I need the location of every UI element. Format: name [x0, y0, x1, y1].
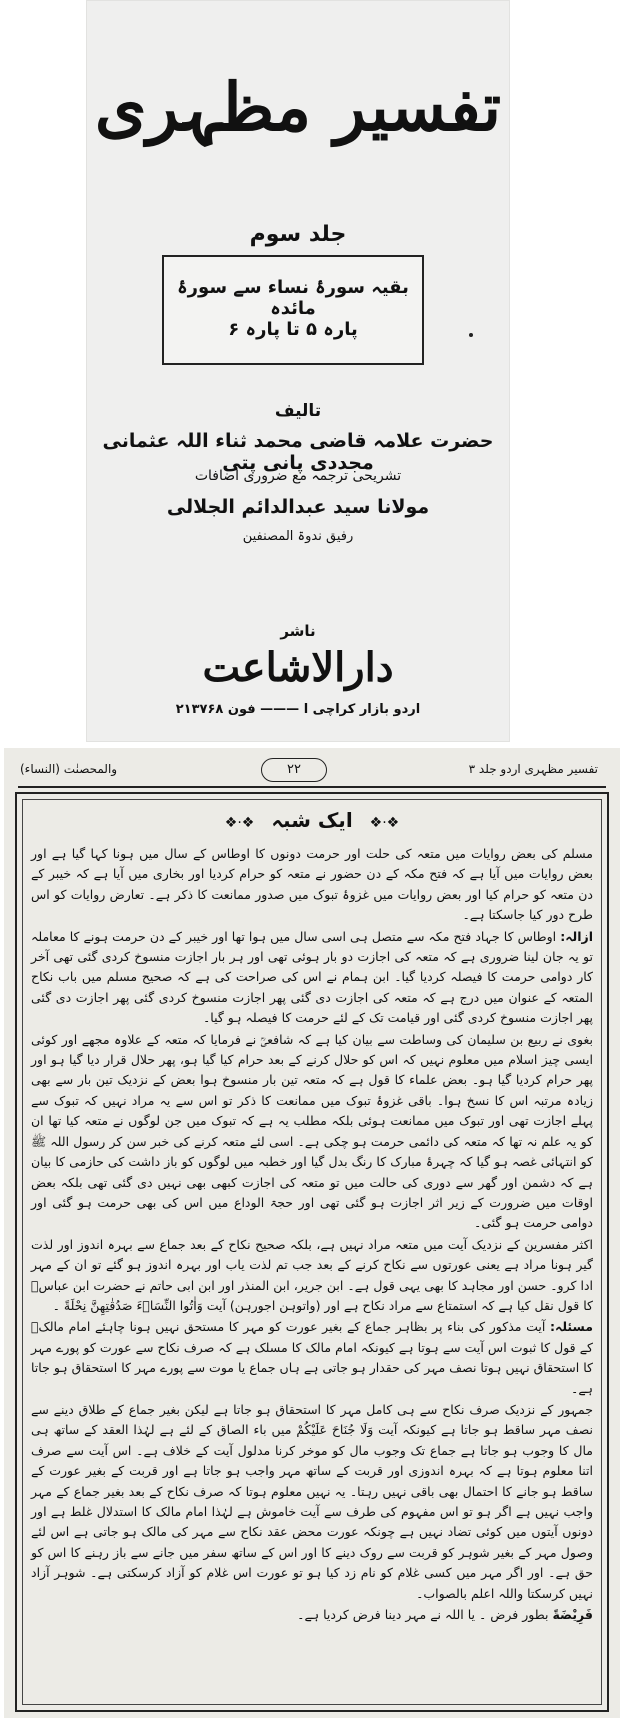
title-cover-page	[86, 0, 510, 742]
paragraph	[31, 1030, 593, 1234]
editor-name: مولانا سید عبدالدائم الجلالی	[166, 496, 430, 518]
section-title: والمحصنٰت (النساء)	[20, 762, 118, 776]
paragraph	[31, 1400, 593, 1604]
page-number: ۲۲	[261, 758, 327, 782]
paragraph-text: اوطاس کا جہاد فتح مکہ سے متصل ہی اسی سال میں ہوا تھا اور خیبر کے دن حرمت ہونے کا معاملہ تو یہ جان لینا ضروری ہے کہ متعہ کی اجازت دو بار ہوئی تھی اور ہر بار اجازت منسوخ کردی گئی تھی آخر کار دوامی حرمت کا فیصلہ کردیا گیا۔ ابن ہمام نے اس کی صراحت کی ہے کہ صحیح مسلم میں باب نکاح المتعہ کے عنوان میں درج ہے کہ متعہ کی اجازت دی گئی پھر اجازت منسوخ کردی گئی پھر اجازت دی گئی پھر اجازت منسوخ کردی گئی اور قیامت تک کے لئے حرمت کا فیصلہ ہو گیا۔	[31, 928, 593, 1026]
paragraph-text: جمہور کے نزدیک صرف نکاح سے ہی کامل مہر کا استحقاق ہو جاتا ہے لیکن بغیر جماع کے طلاق دینے سے نصف مہر ساقط ہو جاتا ہے کیونکہ آیت وَلَا جُنَاحَ عَلَيْكُمْ میں باء الصاق کے لئے ہے لہٰذا العقد کے ساتھ ہی مال کا وجوب ہو جاتا ہے جماع تک وجوب مال کو موخر کرنا مدلول آیت کے خلاف ہے۔ اس آیت سے صرف اتنا معلوم ہوتا ہے کہ بہرہ اندوزی اور قربت کے ساتھ مہر واجب ہو جاتا ہے اور قربت کے بغیر عورت کے ساقط ہو جانے کا احتمال بھی باقی نہیں رہتا۔ یہ نہیں معلوم ہوتا کہ صرف نکاح کے بعد بغیر جماع کے مہر واجب نہیں ہے اگر ہو تو اس مفہوم کی طرف سے آیت خاموش ہے لہٰذا امام مالک کا استدلال غلط ہے اور دونوں آیتوں میں کوئی تضاد نہیں ہے چونکہ عورت محض عقد نکاح سے مہر کی مالک ہو جاتی ہے اس لئے وصول مہر کے بغیر شوہر کو قربت سے روک دینے کا اور اس کے ساتھ سفر میں جانے سے باز رہنے کا اس کو حق ہے۔ اور اگر مہر میں کسی غلام کو نام زد کیا ہو تو عورت اس غلام کو آزاد کرسکتی ہے۔ شوہر آزاد نہیں کرسکتا واللہ اعلم بالصواب۔	[31, 1401, 593, 1601]
surah-range: بقیہ سورۂ نساء سے سورۂ مائدہ	[177, 277, 409, 319]
paragraph-label: مسئلہ:	[550, 1319, 593, 1335]
running-title: تفسیر مظہری اردو جلد ۳	[468, 762, 598, 776]
authorship-label: تالیف	[274, 401, 322, 421]
paragraph-text: اکثر مفسرین کے نزدیک آیت میں متعہ مراد نہیں ہے، بلکہ صحیح نکاح کے بعد جماع سے بہرہ اندوز اور لذت گیر ہونا مراد ہے یعنی عورتوں سے نکاح کرنے کے بعد جب تم لذت یاب اور بہرہ اندوز ہو گئے تو ان کے مہر ادا کرو۔ حسن اور مجاہد کا بھی یہی قول ہے۔ ابن جریر، ابن المنذر اور ابن ابی حاتم نے حضرت ابن عباسؓ کا قول نقل کیا ہے کہ استمتاع سے مراد نکاح ہے اور (واتوہن اجورہن) آیت وَاٰتُوا النِّسَاۤءَ صَدُقٰتِهِنَّ نِحْلَةً ۔	[31, 1236, 593, 1313]
editor-affiliation: رفیق ندوۃ المصنفین	[242, 529, 354, 544]
range-box	[162, 255, 424, 365]
publisher-address: اردو بازار کراچی ا ——— فون ۲۱۳۷۶۸	[175, 702, 421, 717]
paragraph	[31, 1605, 593, 1625]
section-heading	[17, 808, 607, 832]
author-name: حضرت علامہ قاضی محمد ثناء اللہ عثمانی مجددی پانی پتی	[102, 430, 494, 474]
ornament-icon: ❖·❖	[369, 815, 400, 831]
paragraph-text: آیت مذکور کی بناء پر بظاہر جماع کے بغیر عورت کو مہر کا مستحق نہیں ہونا چاہئے امام مالکؒ کے قول کا ثبوت اس آیت سے ہوتا ہے کیونکہ امام مالک کا مسلک ہے کہ صرف نکاح سے عورت کو پورے مہر کا استحقاق نہیں ہوتا نصف مہر کی حقدار ہو جاتی ہے ہاں جماع یا موت سے پورے مہر کا استحقاق ہو جاتا ہے۔	[31, 1319, 593, 1396]
publisher-name: دارالاشاعت	[202, 644, 394, 691]
para-range: پارہ ۵ تا پارہ ۶	[228, 319, 358, 340]
paragraph-label: ازالہ:	[560, 928, 593, 944]
publisher-label: ناشر	[280, 622, 316, 640]
page-header	[4, 754, 620, 784]
header-rule	[18, 786, 606, 788]
paragraph-text: بطور فرض ۔ یا اللہ نے مہر دینا فرض کردیا ہے۔	[297, 1607, 549, 1623]
translation-note: تشریحی ترجمہ مع ضروری اضافات	[194, 468, 402, 484]
paragraph	[31, 1235, 593, 1317]
volume-label: جلد سوم	[249, 222, 347, 247]
heading-text: ایک شبہ	[271, 808, 353, 832]
ornament-icon: ❖·❖	[224, 815, 255, 831]
paragraph-label: فَرِيْضَةً	[552, 1607, 593, 1623]
paragraph	[31, 1317, 593, 1399]
book-title: تفسیر مظہری	[94, 68, 502, 146]
paragraph-text: بغوی نے ربیع بن سلیمان کی وساطت سے بیان کیا ہے کہ شافعیؒ نے فرمایا کہ متعہ کے علاوہ مجھے اور کوئی ایسی چیز اسلام میں معلوم نہیں کہ اس کو حلال کرنے کے بعد حرام کیا گیا ہو، پھر حلال قرار دیا گیا ہو اور پھر حرام کردیا گیا ہو۔ بعض علماء کا قول ہے کہ متعہ تین بار منسوخ ہوا بعض کے نزدیک تین بار سے بھی زیادہ مرتبہ اس کا نسخ ہوا۔ باقی غزوۂ تبوک میں ممانعت کا ذکر تو اس سے یہ مراد نہیں کہ تبوک سے پہلے اجازت تھی اور تبوک میں ممانعت ہوئی بلکہ مطلب یہ ہے کہ تبوک میں جن لوگوں نے متعہ کیا تھا ان کو یہ علم نہ تھا کہ متعہ کی دائمی حرمت ہو چکی ہے۔ اسی لئے متعہ کرنے کی خبر سن کر رسول اللہ ﷺ کو انتہائی غصہ ہو گیا کہ چہرۂ مبارک کا رنگ بدل گیا اور خطبہ میں لوگوں کو باز داشت کی حازمی کا بیان ہے کہ دشمن اور گھر سے دوری کی حالت میں تو متعہ کی اجازت کبھی بھی نہیں دی گئی تھی بلکہ بعض اوقات میں ضرورت کے زیر اثر اجازت ہو گئی تھی اور حجۃ الوداع میں اس کی بھی حرمت ہو گئی اور دوامی حرمت ہو گئی۔	[31, 1031, 593, 1231]
text-page	[4, 748, 620, 1718]
dot-mark	[469, 333, 473, 337]
paragraph	[31, 927, 593, 1029]
body-text	[31, 844, 593, 1626]
paragraph	[31, 844, 593, 926]
paragraph-text: مسلم کی بعض روایات میں متعہ کی حلت اور حرمت دونوں کا اوطاس کے سال میں ہونا کہا گیا ہے اور بعض روایات میں آیا ہے کہ فتح مکہ کے دن حضور نے متعہ کو حرام کردیا اور بخاری میں آیا ہے کہ خیبر کے دن متعہ کو حرام کیا اور بعض روایات میں غزوۂ تبوک میں صدور ممانعت کا ذکر ہے۔ تعارض روایات کو اس طرح دور کیا جاسکتا ہے۔	[31, 846, 593, 923]
text-frame	[15, 792, 609, 1712]
